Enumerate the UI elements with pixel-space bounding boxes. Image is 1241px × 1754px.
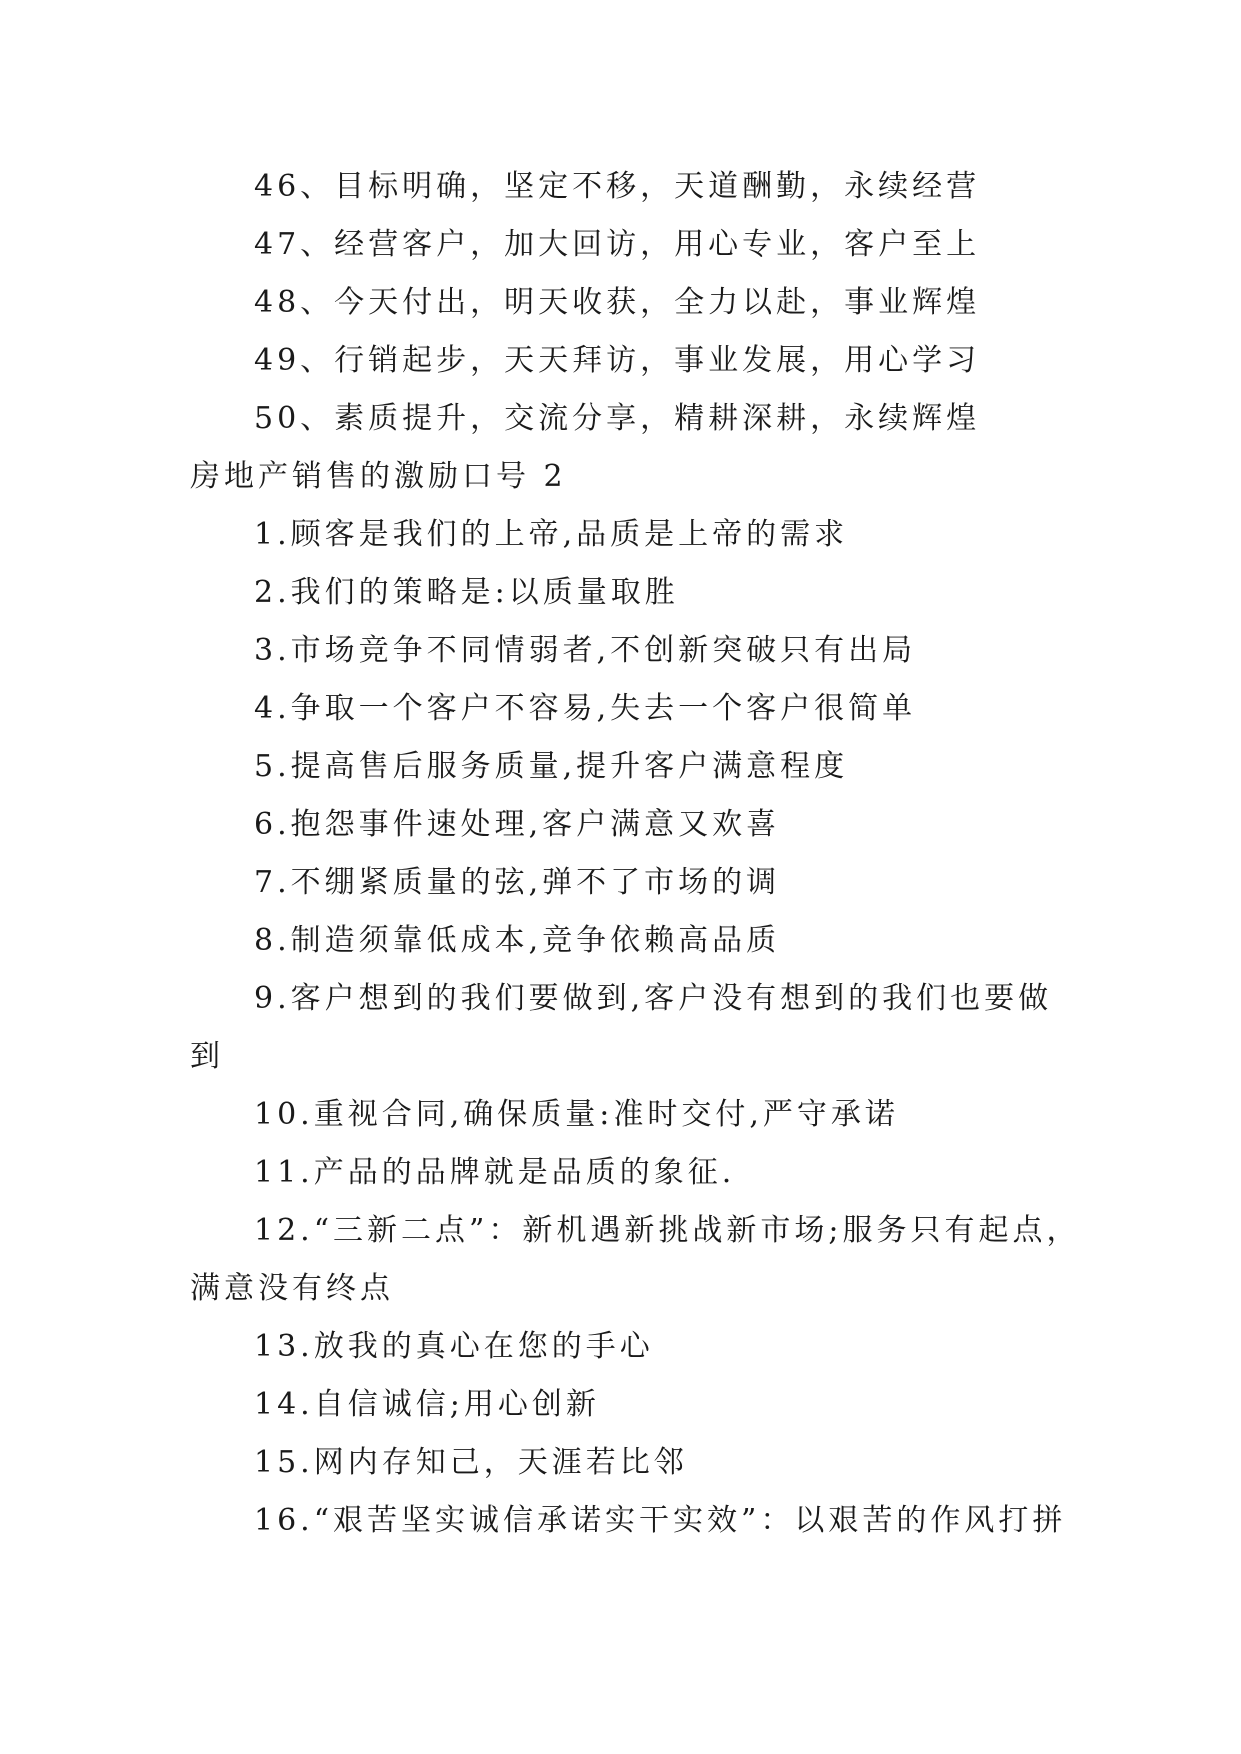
slogan-line-11: 11.产品的品牌就是品质的象征. <box>254 1155 736 1190</box>
slogan-line-8: 8.制造须靠低成本,竞争依赖高品质 <box>254 923 781 958</box>
slogan-line-12: 12.“三新二点”：新机遇新挑战新市场;服务只有起点， <box>254 1213 1081 1248</box>
slogan-line-15: 15.网内存知己，天涯若比邻 <box>254 1445 688 1480</box>
slogan-line-47: 47、经营客户，加大回访，用心专业，客户至上 <box>254 227 981 262</box>
document-body <box>190 158 1081 1550</box>
slogan-line-9-continued: 到 <box>190 1039 224 1074</box>
slogan-line-48: 48、今天付出，明天收获，全力以赴，事业辉煌 <box>254 285 981 320</box>
slogan-line-50: 50、素质提升，交流分享，精耕深耕，永续辉煌 <box>254 401 981 436</box>
slogan-line-6: 6.抱怨事件速处理,客户满意又欢喜 <box>254 807 781 842</box>
slogan-line-16: 16.“艰苦坚实诚信承诺实干实效”：以艰苦的作风打拼 <box>254 1503 1067 1538</box>
slogan-line-46: 46、目标明确，坚定不移，天道酬勤，永续经营 <box>254 169 981 204</box>
slogan-line-3: 3.市场竞争不同情弱者,不创新突破只有出局 <box>254 633 917 668</box>
slogan-line-10: 10.重视合同,确保质量:准时交付,严守承诺 <box>254 1097 899 1132</box>
slogan-line-2: 2.我们的策略是:以质量取胜 <box>254 575 679 610</box>
slogan-line-1: 1.顾客是我们的上帝,品质是上帝的需求 <box>254 517 849 552</box>
slogan-line-4: 4.争取一个客户不容易,失去一个客户很简单 <box>254 691 917 726</box>
slogan-line-14: 14.自信诚信;用心创新 <box>254 1387 600 1422</box>
slogan-line-49: 49、行销起步，天天拜访，事业发展，用心学习 <box>254 343 981 378</box>
slogan-line-12-continued: 满意没有终点 <box>190 1271 394 1306</box>
slogan-line-5: 5.提高售后服务质量,提升客户满意程度 <box>254 749 849 784</box>
slogan-line-13: 13.放我的真心在您的手心 <box>254 1329 654 1364</box>
slogan-line-7: 7.不绷紧质量的弦,弹不了市场的调 <box>254 865 781 900</box>
slogan-line-9: 9.客户想到的我们要做到,客户没有想到的我们也要做 <box>254 981 1053 1016</box>
section-heading: 房地产销售的激励口号 2 <box>190 459 567 494</box>
